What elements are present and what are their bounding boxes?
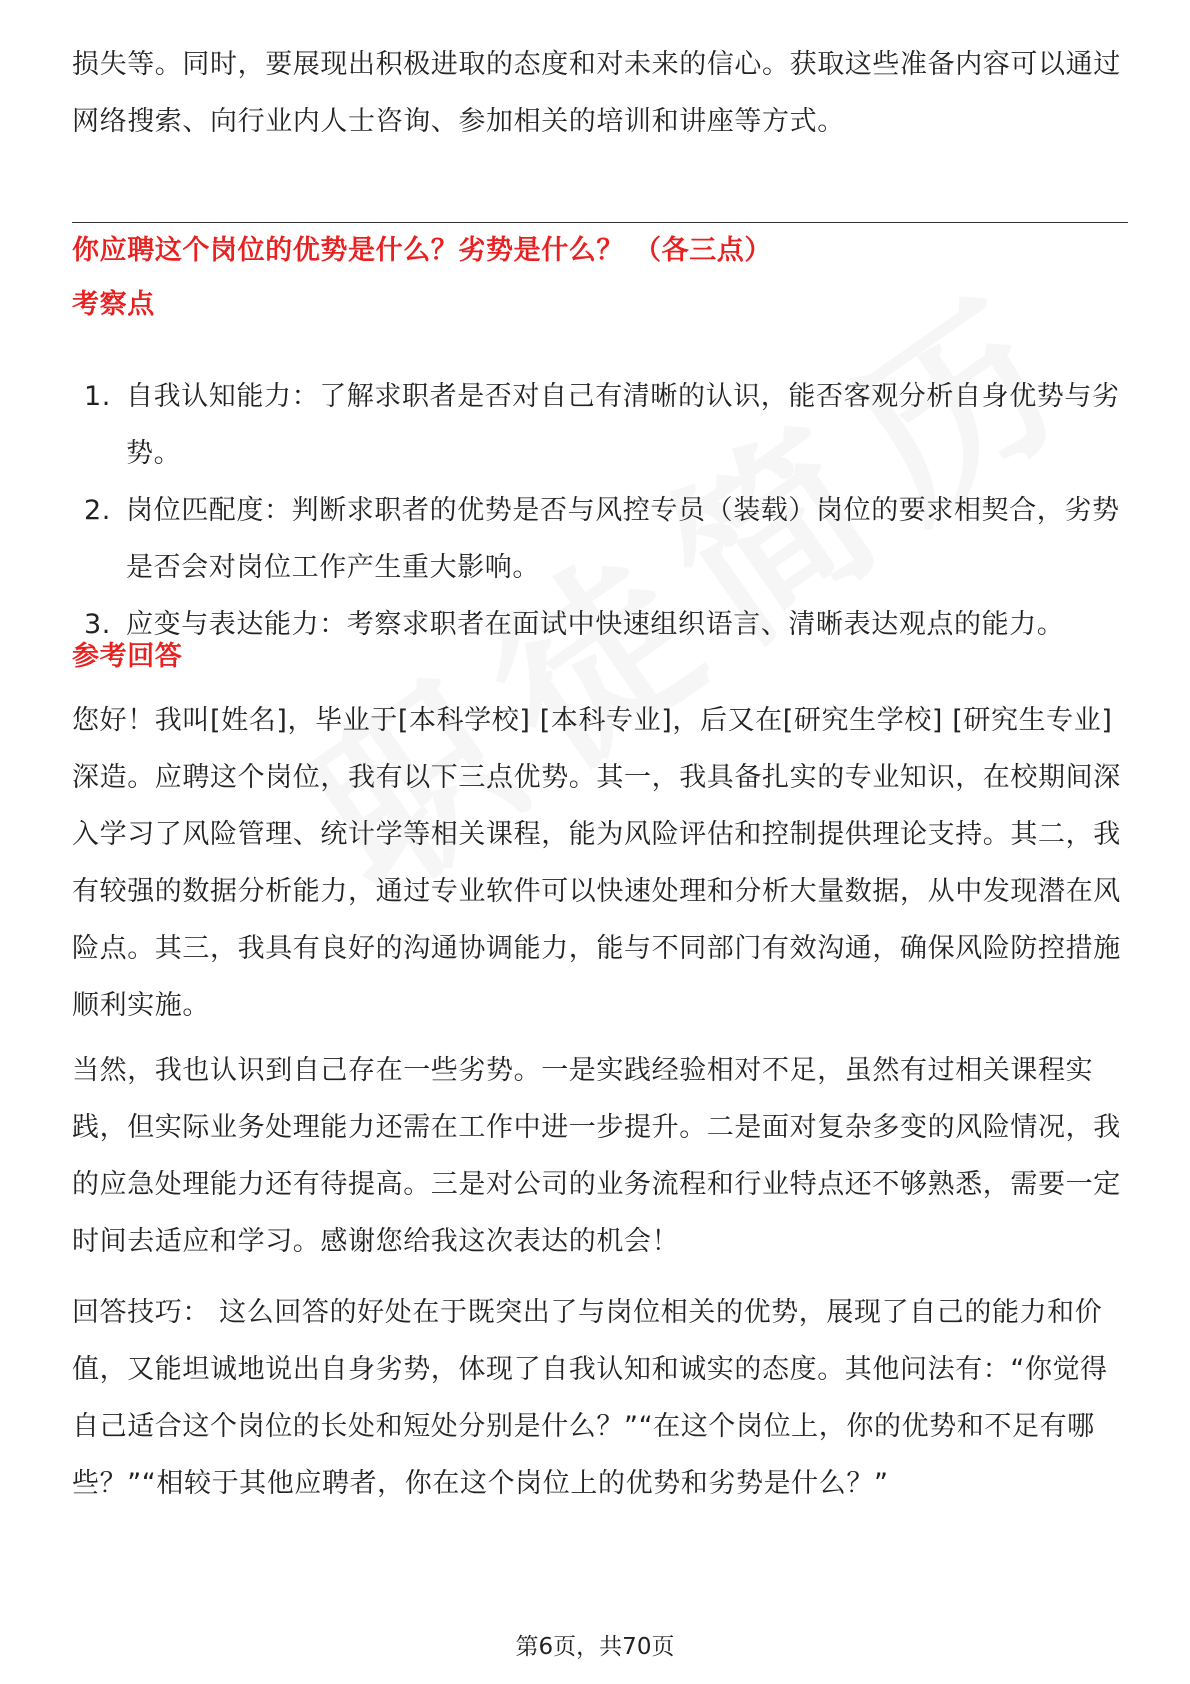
list-item-number: 1. [84, 381, 111, 412]
question-title: 你应聘这个岗位的优势是什么？劣势是什么？ （各三点） [72, 235, 772, 266]
list-item [72, 596, 1128, 653]
list-item [72, 368, 1128, 482]
answer-paragraph-weaknesses: 当然，我也认识到自己存在一些劣势。一是实践经验相对不足，虽然有过相关课程实践，但实际业务处理能力还需在工作中进一步提升。二是面对复杂多变的风险情况，我的应急处理能力还有待提高。三是对公司的业务流程和行业特点还不够熟悉，需要一定时间去适应和学习。感谢您给我这次表达的机会！ [72, 1055, 1121, 1257]
page-number: 第6页，共70页 [515, 1634, 675, 1660]
exam-points-heading: 考察点 [72, 289, 155, 320]
list-item-number: 3. [84, 609, 111, 640]
intro-paragraph: 损失等。同时，要展现出积极进取的态度和对未来的信心。获取这些准备内容可以通过网络搜索、向行业内人士咨询、参加相关的培训和讲座等方式。 [72, 49, 1121, 137]
answer-paragraph-strengths: 您好！我叫[姓名]，毕业于[本科学校] [本科专业]，后又在[研究生学校] [研究生专业]深造。应聘这个岗位，我有以下三点优势。其一，我具备扎实的专业知识，在校期间深入学习了风险管理、统计学等相关课程，能为风险评估和控制提供理论支持。其二，我有较强的数据分析能力，通过专业软件可以快速处理和分析大量数据，从中发现潜在风险点。其三，我具有良好的沟通协调能力，能与不同部门有效沟通，确保风险防控措施顺利实施。 [72, 705, 1121, 1021]
list-item [72, 482, 1128, 596]
section-divider [72, 222, 1128, 223]
list-item-text: 岗位匹配度：判断求职者的优势是否与风控专员（装载）岗位的要求相契合，劣势是否会对岗位工作产生重大影响。 [126, 495, 1120, 583]
list-item-text: 自我认知能力：了解求职者是否对自己有清晰的认识，能否客观分析自身优势与劣势。 [126, 381, 1120, 469]
list-item-text: 应变与表达能力：考察求职者在面试中快速组织语言、清晰表达观点的能力。 [126, 609, 1065, 640]
list-item-number: 2. [84, 495, 111, 526]
reference-answer-heading: 参考回答 [72, 641, 183, 672]
answer-tips-paragraph: 回答技巧： 这么回答的好处在于既突出了与岗位相关的优势，展现了自己的能力和价值，又能坦诚地说出自身劣势，体现了自我认知和诚实的态度。其他问法有：“你觉得自己适合这个岗位的长处和短处分别是什么？”“在这个岗位上，你的优势和不足有哪些？”“相较于其他应聘者，你在这个岗位上的优势和劣势是什么？” [72, 1297, 1108, 1499]
exam-points-list [72, 368, 1128, 653]
